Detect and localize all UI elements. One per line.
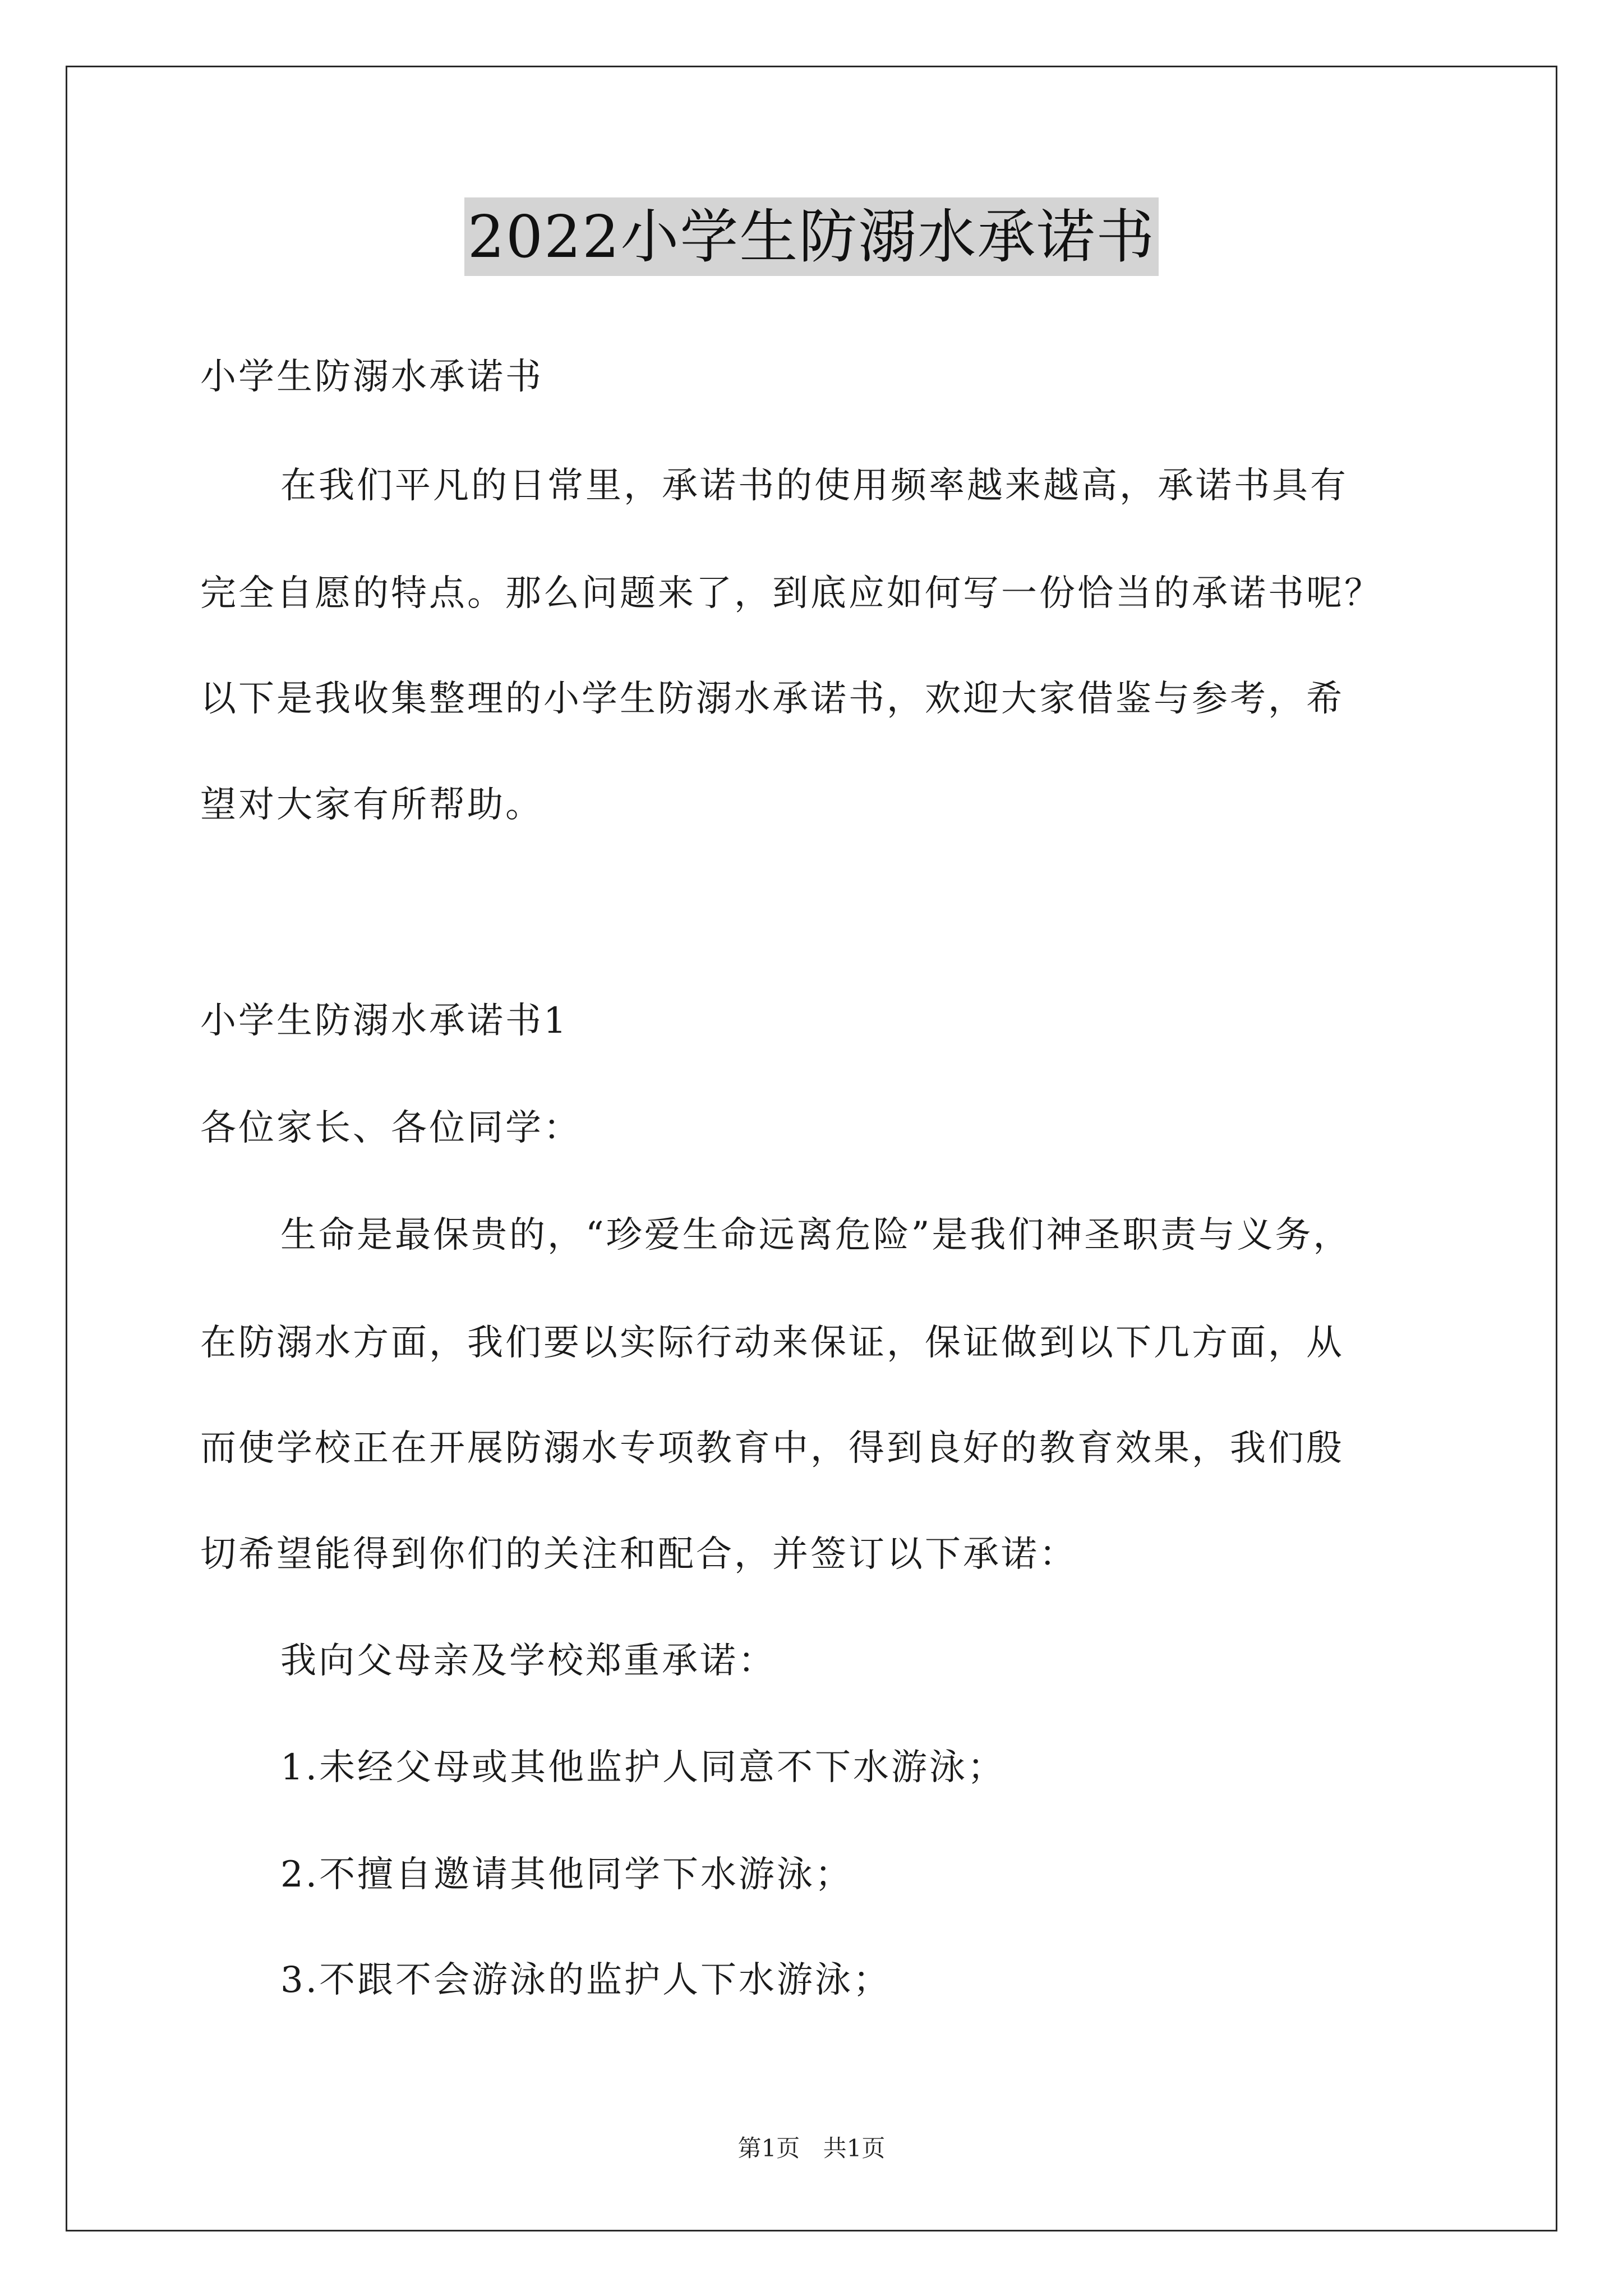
page-number: 第1页: [737, 2134, 800, 2162]
intro-line: 以下是我收集整理的小学生防溺水承诺书，欢迎大家借鉴与参考，希: [200, 678, 1344, 720]
section-heading: 小学生防溺水承诺书1: [200, 1000, 569, 1042]
body-line: 切希望能得到你们的关注和配合，并签订以下承诺：: [200, 1534, 1077, 1575]
page-total: 共1页: [823, 2134, 886, 2162]
salutation: 各位家长、各位同学：: [200, 1107, 582, 1149]
subtitle: 小学生防溺水承诺书: [200, 356, 543, 398]
intro-line: 在我们平凡的日常里，承诺书的使用频率越来越高，承诺书具有: [280, 465, 1348, 507]
pledge-item: 1.未经父母或其他监护人同意不下水游泳；: [280, 1747, 1006, 1788]
intro-line: 望对大家有所帮助。: [200, 784, 543, 826]
pledge-item: 3.不跟不会游泳的监护人下水游泳；: [280, 1959, 892, 2001]
title-container: [0, 197, 1623, 276]
document-title: 2022小学生防溺水承诺书: [464, 197, 1159, 276]
intro-line: 完全自愿的特点。那么问题来了，到底应如何写一份恰当的承诺书呢？: [200, 573, 1382, 614]
pledge-intro: 我向父母亲及学校郑重承诺：: [280, 1640, 776, 1682]
body-line: 生命是最保贵的，“珍爱生命远离危险”是我们神圣职责与义务，: [280, 1214, 1352, 1256]
body-line: 在防溺水方面，我们要以实际行动来保证，保证做到以下几方面，从: [200, 1322, 1344, 1364]
page-footer: [0, 2132, 1623, 2165]
pledge-item: 2.不擅自邀请其他同学下水游泳；: [280, 1854, 854, 1895]
body-line: 而使学校正在开展防溺水专项教育中，得到良好的教育效果，我们殷: [200, 1428, 1344, 1469]
